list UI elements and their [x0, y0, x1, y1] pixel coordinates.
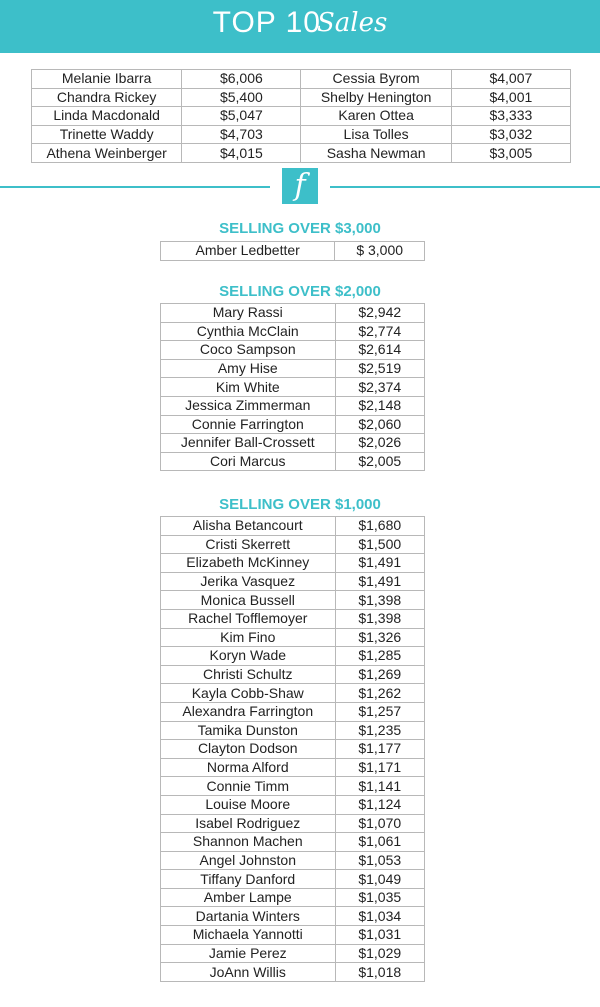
seller-name: Athena Weinberger	[32, 144, 182, 163]
seller-amount: $1,171	[335, 758, 424, 777]
seller-name: Jerika Vasquez	[161, 572, 336, 591]
seller-amount: $2,614	[335, 341, 424, 360]
table-row	[161, 926, 425, 945]
table-row	[161, 415, 425, 434]
seller-name: Amy Hise	[161, 359, 336, 378]
seller-amount: $5,047	[182, 107, 301, 126]
seller-amount: $1,680	[335, 517, 424, 536]
seller-amount: $2,060	[335, 415, 424, 434]
table-row	[32, 144, 571, 163]
table-row	[161, 322, 425, 341]
seller-amount: $2,519	[335, 359, 424, 378]
seller-amount: $1,070	[335, 814, 424, 833]
seller-name: Elizabeth McKinney	[161, 554, 336, 573]
seller-name: Cynthia McClain	[161, 322, 336, 341]
seller-name: Karen Ottea	[301, 107, 451, 126]
section-title-1000: SELLING OVER $1,000	[219, 496, 381, 513]
seller-name: Cessia Byrom	[301, 70, 451, 89]
seller-name: Alisha Betancourt	[161, 517, 336, 536]
seller-name: Isabel Rodriguez	[161, 814, 336, 833]
seller-amount: $2,026	[335, 434, 424, 453]
table-row	[161, 554, 425, 573]
seller-amount: $4,703	[182, 125, 301, 144]
table-row	[161, 535, 425, 554]
table-row	[161, 341, 425, 360]
table-row	[32, 70, 571, 89]
seller-name: Shelby Henington	[301, 88, 451, 107]
seller-name: Shannon Machen	[161, 833, 336, 852]
title-prefix: TOP 10	[212, 6, 321, 39]
seller-amount: $1,035	[335, 888, 424, 907]
seller-amount: $1,049	[335, 870, 424, 889]
table-row	[161, 609, 425, 628]
section-title-2000: SELLING OVER $2,000	[219, 283, 381, 300]
seller-amount: $1,029	[335, 944, 424, 963]
table-row	[161, 665, 425, 684]
seller-name: Tamika Dunston	[161, 721, 336, 740]
seller-name: Sasha Newman	[301, 144, 451, 163]
table-row	[161, 628, 425, 647]
seller-name: Monica Bussell	[161, 591, 336, 610]
seller-amount: $1,061	[335, 833, 424, 852]
table-row	[161, 702, 425, 721]
table-row	[161, 814, 425, 833]
seller-amount: $5,400	[182, 88, 301, 107]
table-row	[161, 434, 425, 453]
table-row	[161, 740, 425, 759]
seller-name: Tiffany Danford	[161, 870, 336, 889]
seller-amount: $2,374	[335, 378, 424, 397]
table-row	[161, 963, 425, 982]
divider-right	[330, 186, 600, 188]
seller-amount: $1,141	[335, 777, 424, 796]
seller-name: Cori Marcus	[161, 452, 336, 471]
seller-name: Koryn Wade	[161, 647, 336, 666]
table-row	[161, 378, 425, 397]
seller-name: Cristi Skerrett	[161, 535, 336, 554]
section-title-3000: SELLING OVER $3,000	[219, 220, 381, 237]
seller-name: Melanie Ibarra	[32, 70, 182, 89]
seller-amount: $2,148	[335, 396, 424, 415]
seller-amount: $2,774	[335, 322, 424, 341]
header-banner	[0, 0, 600, 53]
seller-name: Jennifer Ball-Crossett	[161, 434, 336, 453]
seller-name: Angel Johnston	[161, 851, 336, 870]
brand-logo	[282, 168, 318, 204]
seller-name: JoAnn Willis	[161, 963, 336, 982]
seller-amount: $1,018	[335, 963, 424, 982]
seller-amount: $4,007	[451, 70, 570, 89]
seller-amount: $1,124	[335, 795, 424, 814]
table-row	[161, 572, 425, 591]
seller-amount: $1,491	[335, 572, 424, 591]
seller-name: Rachel Tofflemoyer	[161, 609, 336, 628]
title-script: Sales	[316, 8, 388, 38]
table-row	[161, 888, 425, 907]
seller-name: Mary Rassi	[161, 304, 336, 323]
seller-name: Alexandra Farrington	[161, 702, 336, 721]
divider-left	[0, 186, 270, 188]
seller-amount: $6,006	[182, 70, 301, 89]
seller-amount: $3,333	[451, 107, 570, 126]
seller-name: Jessica Zimmerman	[161, 396, 336, 415]
seller-name: Jamie Perez	[161, 944, 336, 963]
table-row	[161, 304, 425, 323]
seller-amount: $1,034	[335, 907, 424, 926]
table-row	[161, 944, 425, 963]
seller-name: Amber Ledbetter	[161, 242, 335, 261]
seller-amount: $ 3,000	[335, 242, 425, 261]
seller-name: Christi Schultz	[161, 665, 336, 684]
seller-name: Kim Fino	[161, 628, 336, 647]
seller-amount: $2,942	[335, 304, 424, 323]
table-row	[161, 359, 425, 378]
section-table-2000	[160, 303, 425, 471]
seller-name: Lisa Tolles	[301, 125, 451, 144]
page-title	[213, 6, 388, 40]
table-row	[32, 107, 571, 126]
table-row	[161, 907, 425, 926]
seller-name: Louise Moore	[161, 795, 336, 814]
table-row	[161, 795, 425, 814]
seller-amount: $1,031	[335, 926, 424, 945]
seller-amount: $1,491	[335, 554, 424, 573]
table-row	[161, 517, 425, 536]
seller-name: Amber Lampe	[161, 888, 336, 907]
seller-name: Kim White	[161, 378, 336, 397]
seller-amount: $1,235	[335, 721, 424, 740]
table-row	[161, 758, 425, 777]
seller-name: Norma Alford	[161, 758, 336, 777]
table-row	[161, 870, 425, 889]
seller-amount: $1,269	[335, 665, 424, 684]
seller-amount: $1,500	[335, 535, 424, 554]
seller-amount: $4,001	[451, 88, 570, 107]
seller-name: Connie Farrington	[161, 415, 336, 434]
top10-table	[31, 69, 571, 163]
table-row	[161, 591, 425, 610]
seller-name: Kayla Cobb-Shaw	[161, 684, 336, 703]
seller-amount: $1,326	[335, 628, 424, 647]
seller-amount: $1,285	[335, 647, 424, 666]
logo-letter: f	[294, 168, 306, 203]
section-table-1000	[160, 516, 425, 982]
table-row	[161, 242, 425, 261]
seller-name: Chandra Rickey	[32, 88, 182, 107]
seller-amount: $1,257	[335, 702, 424, 721]
seller-amount: $4,015	[182, 144, 301, 163]
seller-name: Clayton Dodson	[161, 740, 336, 759]
seller-amount: $2,005	[335, 452, 424, 471]
seller-name: Coco Sampson	[161, 341, 336, 360]
table-row	[161, 452, 425, 471]
table-row	[161, 851, 425, 870]
table-row	[161, 777, 425, 796]
table-row	[161, 684, 425, 703]
seller-amount: $1,398	[335, 591, 424, 610]
table-row	[161, 721, 425, 740]
table-row	[32, 88, 571, 107]
seller-name: Linda Macdonald	[32, 107, 182, 126]
table-row	[32, 125, 571, 144]
seller-name: Connie Timm	[161, 777, 336, 796]
seller-amount: $3,032	[451, 125, 570, 144]
section-table-3000	[160, 241, 425, 261]
seller-amount: $1,398	[335, 609, 424, 628]
seller-amount: $1,177	[335, 740, 424, 759]
seller-amount: $3,005	[451, 144, 570, 163]
table-row	[161, 647, 425, 666]
seller-name: Trinette Waddy	[32, 125, 182, 144]
seller-amount: $1,053	[335, 851, 424, 870]
table-row	[161, 833, 425, 852]
seller-name: Michaela Yannotti	[161, 926, 336, 945]
seller-name: Dartania Winters	[161, 907, 336, 926]
seller-amount: $1,262	[335, 684, 424, 703]
table-row	[161, 396, 425, 415]
